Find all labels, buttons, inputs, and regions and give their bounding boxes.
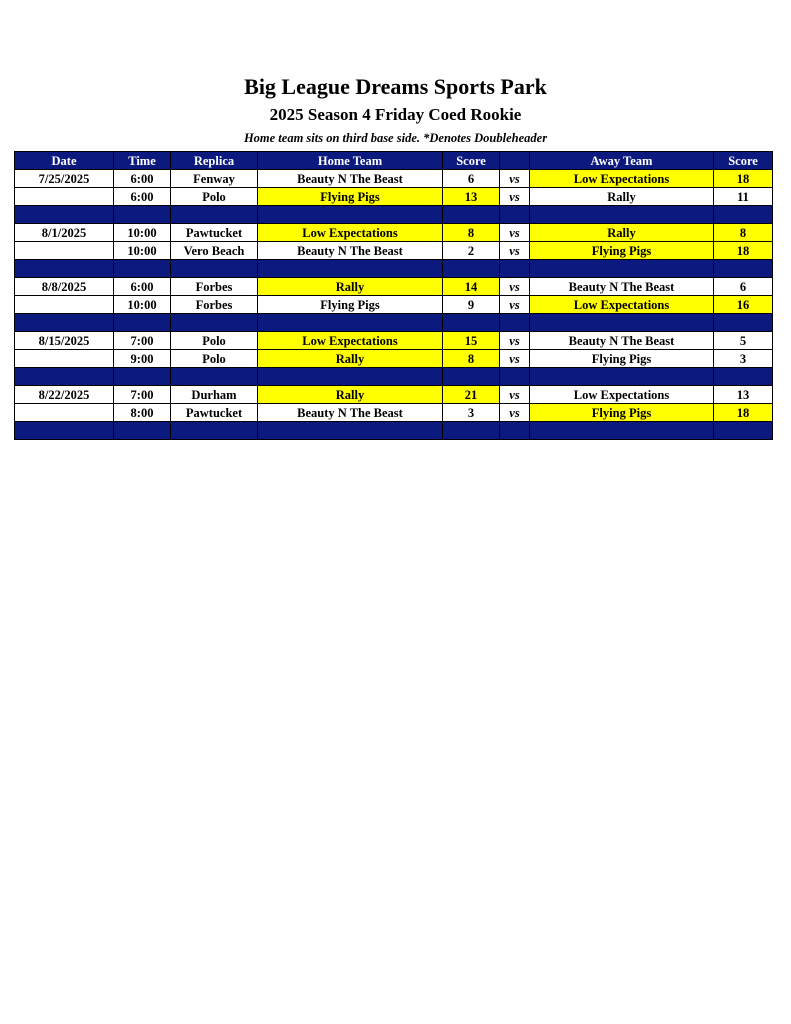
replica-cell: Forbes	[171, 296, 258, 314]
date-cell	[15, 404, 114, 422]
separator-cell	[258, 368, 443, 386]
separator-cell	[258, 206, 443, 224]
replica-cell: Forbes	[171, 278, 258, 296]
page-subtitle: 2025 Season 4 Friday Coed Rookie	[269, 105, 522, 124]
separator-cell	[530, 260, 714, 278]
vs-cell: vs	[500, 404, 530, 422]
vs-cell: vs	[500, 350, 530, 368]
away-score-cell: 8	[714, 224, 773, 242]
away-score-cell: 16	[714, 296, 773, 314]
vs-cell: vs	[500, 332, 530, 350]
replica-cell: Pawtucket	[171, 404, 258, 422]
date-cell: 8/8/2025	[15, 278, 114, 296]
away-team-cell: Beauty N The Beast	[530, 332, 714, 350]
separator-cell	[443, 368, 500, 386]
week-separator-row	[15, 368, 773, 386]
separator-cell	[171, 314, 258, 332]
time-cell: 6:00	[114, 278, 171, 296]
time-cell: 9:00	[114, 350, 171, 368]
away-team-cell: Rally	[530, 224, 714, 242]
date-cell: 8/15/2025	[15, 332, 114, 350]
vs-cell: vs	[500, 224, 530, 242]
home-score-cell: 6	[443, 170, 500, 188]
week-separator-row	[15, 422, 773, 440]
home-team-cell: Beauty N The Beast	[258, 170, 443, 188]
separator-cell	[443, 260, 500, 278]
home-score-cell: 15	[443, 332, 500, 350]
home-score-cell: 3	[443, 404, 500, 422]
schedule-note: Home team sits on third base side. *Denotes Doubleheader	[243, 131, 548, 145]
column-header-replica: Replica	[171, 152, 258, 170]
home-team-cell: Low Expectations	[258, 332, 443, 350]
home-team-cell: Flying Pigs	[258, 296, 443, 314]
home-team-cell: Rally	[258, 350, 443, 368]
separator-cell	[714, 206, 773, 224]
away-score-cell: 5	[714, 332, 773, 350]
home-team-cell: Rally	[258, 386, 443, 404]
week-separator-row	[15, 206, 773, 224]
separator-cell	[171, 422, 258, 440]
date-cell	[15, 242, 114, 260]
away-team-cell: Flying Pigs	[530, 404, 714, 422]
away-team-cell: Beauty N The Beast	[530, 278, 714, 296]
column-header-home-score: Score	[443, 152, 500, 170]
separator-cell	[500, 260, 530, 278]
separator-cell	[171, 260, 258, 278]
separator-cell	[15, 368, 114, 386]
away-team-cell: Low Expectations	[530, 386, 714, 404]
home-team-cell: Beauty N The Beast	[258, 242, 443, 260]
replica-cell: Pawtucket	[171, 224, 258, 242]
home-score-cell: 14	[443, 278, 500, 296]
replica-cell: Vero Beach	[171, 242, 258, 260]
separator-cell	[530, 368, 714, 386]
replica-cell: Fenway	[171, 170, 258, 188]
separator-cell	[171, 206, 258, 224]
date-cell	[15, 188, 114, 206]
vs-cell: vs	[500, 386, 530, 404]
column-header-away-team: Away Team	[530, 152, 714, 170]
separator-cell	[443, 206, 500, 224]
separator-cell	[114, 260, 171, 278]
schedule-body	[15, 170, 773, 440]
home-team-cell: Beauty N The Beast	[258, 404, 443, 422]
separator-cell	[500, 368, 530, 386]
time-cell: 10:00	[114, 242, 171, 260]
separator-cell	[500, 422, 530, 440]
separator-cell	[714, 260, 773, 278]
table-row	[15, 278, 773, 296]
week-separator-row	[15, 260, 773, 278]
away-score-cell: 3	[714, 350, 773, 368]
separator-cell	[114, 422, 171, 440]
week-separator-row	[15, 314, 773, 332]
separator-cell	[500, 206, 530, 224]
column-header-away-score: Score	[714, 152, 773, 170]
table-row	[15, 242, 773, 260]
time-cell: 6:00	[114, 170, 171, 188]
schedule-table	[14, 151, 773, 440]
home-score-cell: 8	[443, 224, 500, 242]
table-row	[15, 170, 773, 188]
replica-cell: Polo	[171, 188, 258, 206]
replica-cell: Polo	[171, 350, 258, 368]
separator-cell	[530, 314, 714, 332]
separator-cell	[530, 422, 714, 440]
table-row	[15, 404, 773, 422]
separator-cell	[114, 314, 171, 332]
table-row	[15, 296, 773, 314]
separator-cell	[443, 314, 500, 332]
vs-cell: vs	[500, 278, 530, 296]
home-team-cell: Rally	[258, 278, 443, 296]
separator-cell	[258, 422, 443, 440]
separator-cell	[714, 422, 773, 440]
replica-cell: Durham	[171, 386, 258, 404]
separator-cell	[714, 314, 773, 332]
away-score-cell: 13	[714, 386, 773, 404]
away-team-cell: Low Expectations	[530, 170, 714, 188]
time-cell: 7:00	[114, 386, 171, 404]
separator-cell	[714, 368, 773, 386]
away-score-cell: 6	[714, 278, 773, 296]
away-team-cell: Flying Pigs	[530, 350, 714, 368]
away-score-cell: 18	[714, 170, 773, 188]
column-header-vs	[500, 152, 530, 170]
column-header-date: Date	[15, 152, 114, 170]
date-cell: 7/25/2025	[15, 170, 114, 188]
home-team-cell: Flying Pigs	[258, 188, 443, 206]
time-cell: 8:00	[114, 404, 171, 422]
home-score-cell: 13	[443, 188, 500, 206]
separator-cell	[443, 422, 500, 440]
column-header-time: Time	[114, 152, 171, 170]
vs-cell: vs	[500, 296, 530, 314]
separator-cell	[114, 206, 171, 224]
date-cell: 8/22/2025	[15, 386, 114, 404]
time-cell: 7:00	[114, 332, 171, 350]
separator-cell	[15, 314, 114, 332]
date-cell: 8/1/2025	[15, 224, 114, 242]
home-team-cell: Low Expectations	[258, 224, 443, 242]
separator-cell	[258, 314, 443, 332]
away-team-cell: Low Expectations	[530, 296, 714, 314]
away-score-cell: 18	[714, 404, 773, 422]
home-score-cell: 2	[443, 242, 500, 260]
home-score-cell: 21	[443, 386, 500, 404]
home-score-cell: 8	[443, 350, 500, 368]
away-score-cell: 11	[714, 188, 773, 206]
vs-cell: vs	[500, 188, 530, 206]
replica-cell: Polo	[171, 332, 258, 350]
table-header-row	[15, 152, 773, 170]
table-row	[15, 386, 773, 404]
time-cell: 10:00	[114, 296, 171, 314]
separator-cell	[15, 422, 114, 440]
separator-cell	[114, 368, 171, 386]
column-header-home-team: Home Team	[258, 152, 443, 170]
separator-cell	[258, 260, 443, 278]
separator-cell	[171, 368, 258, 386]
table-row	[15, 332, 773, 350]
separator-cell	[500, 314, 530, 332]
separator-cell	[15, 206, 114, 224]
vs-cell: vs	[500, 170, 530, 188]
date-cell	[15, 296, 114, 314]
page-title: Big League Dreams Sports Park	[244, 74, 547, 99]
away-team-cell: Flying Pigs	[530, 242, 714, 260]
separator-cell	[15, 260, 114, 278]
time-cell: 6:00	[114, 188, 171, 206]
home-score-cell: 9	[443, 296, 500, 314]
table-row	[15, 224, 773, 242]
separator-cell	[530, 206, 714, 224]
table-row	[15, 350, 773, 368]
away-score-cell: 18	[714, 242, 773, 260]
table-row	[15, 188, 773, 206]
vs-cell: vs	[500, 242, 530, 260]
away-team-cell: Rally	[530, 188, 714, 206]
date-cell	[15, 350, 114, 368]
time-cell: 10:00	[114, 224, 171, 242]
